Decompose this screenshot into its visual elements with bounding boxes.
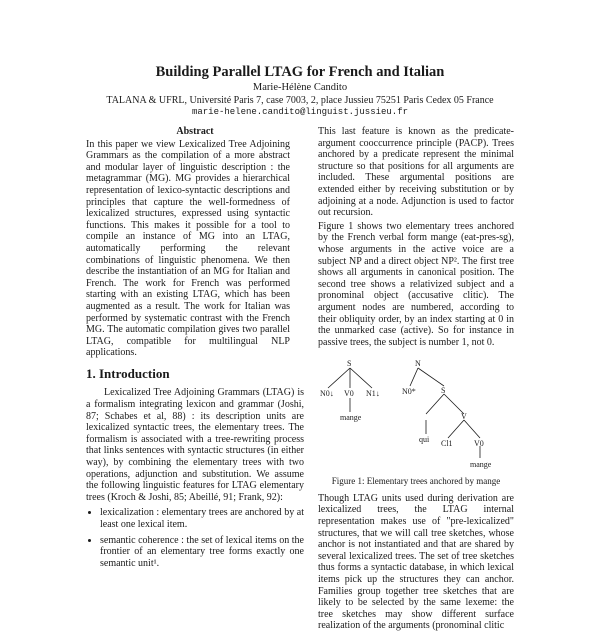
tree2-node-v: V xyxy=(461,412,467,422)
tree2-node-foot: N0* xyxy=(402,387,416,397)
intro-bullet-list xyxy=(86,507,304,569)
tree2-node-s: S xyxy=(441,386,446,396)
intro-text: Lexicalized Tree Adjoining Grammars (LTAG) is a formalism integrating lexicon and grammar (Joshi, 87; Schabes et al, 88) : its description units are lexicalized syntactic trees, the elementary trees. The formalism is associated with a tree-rewriting process that links sentences with syntactic structures (in either way), by combining the elementary trees with two operations, adjunction and substitution. We assume the following linguistic features for LTAG elementary trees (Kroch & Joshi, 85; Abeillé, 91; Frank, 92): xyxy=(86,387,304,503)
tree1-anchor: mange xyxy=(340,413,362,423)
right-paragraph-3: Though LTAG units used during derivation are lexicalized trees, the LTAG internal representation makes use of "pre-lexicalized" structures, that we will call tree sketches, whose anchor is not instantiated and that are shared by several lexicalized trees. The set of tree sketches thus forms a syntactic database, in which lexical items pick up the structures they can anchor. Families group together tree sketches that are likely to be selected by the same lexeme: the tree sketches may show different surface realization of the arguments (pronominal clitic xyxy=(318,492,514,632)
left-column xyxy=(86,126,304,573)
abstract-text: In this paper we view Lexicalized Tree Adjoining Grammars as the compilation of a more abstract and modular layer of linguistic description : the metagrammar (MG). MG provides a hierarchical representation of lexico-syntactic descriptions and principles that capture the well-formedness of lexicalized structures, expressed using syntactic functions. This makes it possible for a tool to compile an instance of MG into an LTAG, automatically performing the relevant combinations of linguistic phenomena. We then describe the instantiation of an MG for Italian and French. The work for French was performed starting with an existing LTAG, which has been augmented as a result. The work for Italian was performed by systematic contrast with the French MG. The automatic compilation gives two parallel LTAG, compatible for multilingual NLP applications. xyxy=(86,138,290,359)
right-column xyxy=(318,126,514,632)
paper-email: marie-helene.candito@linguist.jussieu.fr xyxy=(191,107,409,117)
figure-caption: Figure 1: Elementary trees anchored by mange xyxy=(331,476,501,487)
tree2-root: N xyxy=(415,359,421,369)
tree2-node-qui: qui xyxy=(419,435,430,445)
right-paragraph-2: Figure 1 shows two elementary trees anchored by the French verbal form mange (eat-pres-sg), whose arguments in the active voice are a subject NP and a direct object NP². The first tree shows all arguments in canonical position. The second tree shows a relativized subject and a pronominal object (accusative clitic). The argument nodes are numbered, according to their obliquity order, by an index starting at 0 in the unmarked case (active). So for instance in passive trees, the subject is number 1, not 0. xyxy=(318,220,514,348)
list-item: • semantic coherence : the set of lexical items on the frontier of an elementary tree forms exactly one semantic unit¹. xyxy=(100,535,304,570)
right-paragraph-1: This last feature is known as the predicate-argument cooccurrence principle (PACP). Trees anchored by a predicate represent the minimal structure so that positions for all arguments are included. These argumental positions are extended either by receiving substitution or by adjoining at a node. Adjunction is used to factor out recursion. xyxy=(318,126,514,219)
tree2-node-verb: V0 xyxy=(474,439,484,449)
tree2-node-clitic: Cl1 xyxy=(441,439,453,449)
tree-diagram xyxy=(318,354,514,474)
paper-title: Building Parallel LTAG for French and Italian xyxy=(155,64,445,80)
tree1-node-subject: N0↓ xyxy=(320,389,334,399)
tree1-node-verb: V0 xyxy=(344,389,354,399)
list-item: • lexicalization : elementary trees are anchored by at least one lexical item. xyxy=(100,507,304,530)
tree1-node-object: N1↓ xyxy=(366,389,380,399)
tree1-root: S xyxy=(347,359,352,369)
paper-affiliation: TALANA & UFRL, Université Paris 7, case 7003, 2, place Jussieu 75251 Paris Cedex 05 France xyxy=(106,95,494,106)
intro-heading: 1. Introduction xyxy=(86,365,170,381)
tree2-anchor: mange xyxy=(470,460,492,470)
paper-author: Marie-Hélène Candito xyxy=(252,82,348,93)
figure-1 xyxy=(318,354,514,474)
abstract-heading: Abstract xyxy=(176,126,214,137)
